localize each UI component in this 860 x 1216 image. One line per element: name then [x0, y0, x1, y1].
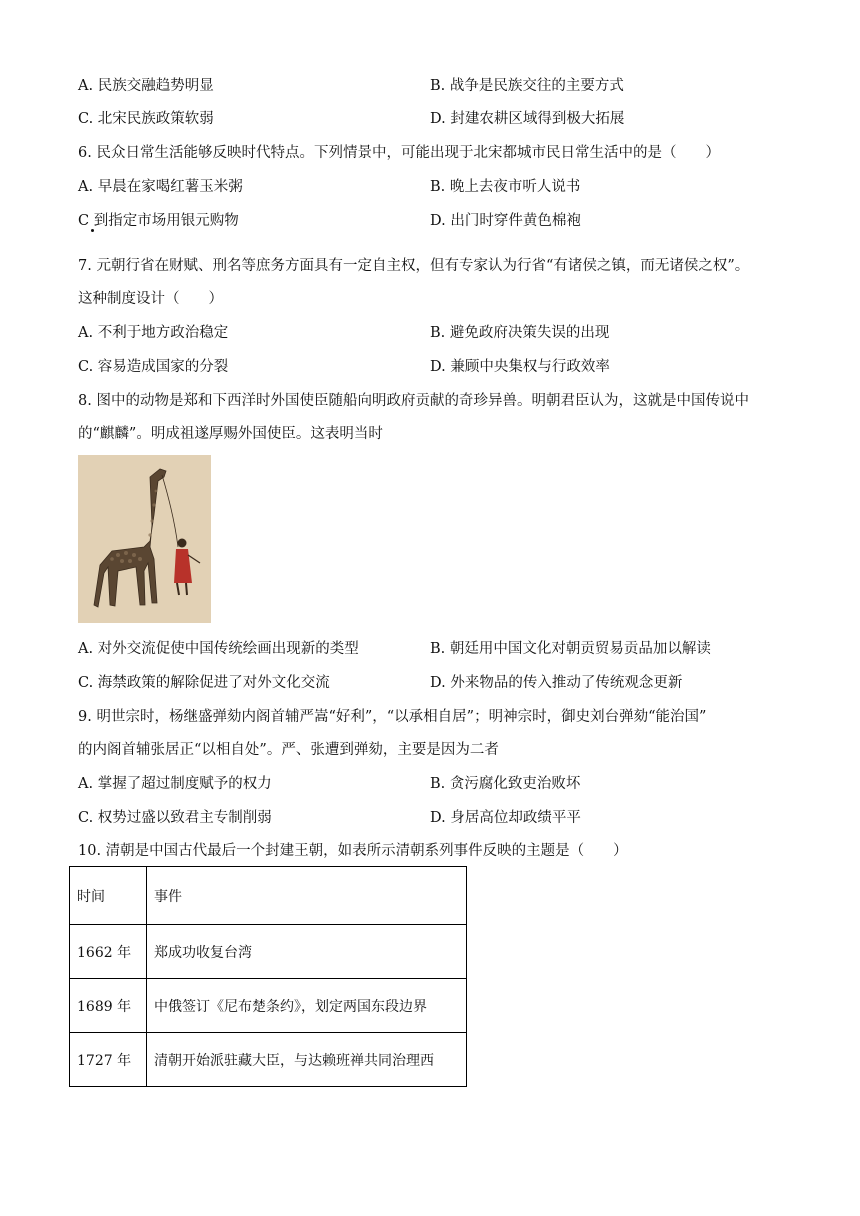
- q7-stem-line2: 这种制度设计（ ）: [78, 291, 223, 307]
- q7-option-a: A. 不利于地方政治稳定: [78, 325, 229, 341]
- table-header-event: 事件: [147, 867, 467, 925]
- table-cell-event: 清朝开始派驻藏大臣，与达赖班禅共同治理西: [147, 1033, 467, 1087]
- table-row: [70, 925, 467, 979]
- q7-option-d: D. 兼顾中央集权与行政效率: [430, 359, 610, 375]
- giraffe-painting: [78, 455, 211, 623]
- q8-option-a: A. 对外交流促使中国传统绘画出现新的类型: [78, 641, 359, 657]
- q9-option-d: D. 身居高位却政绩平平: [430, 810, 581, 826]
- q10-stem: 10. 清朝是中国古代最后一个封建王朝，如表所示清朝系列事件反映的主题是（ ）: [78, 843, 628, 859]
- table-cell-event: 中俄签订《尼布楚条约》，划定两国东段边界: [147, 979, 467, 1033]
- q6-option-d: D. 出门时穿件黄色棉袍: [430, 213, 581, 229]
- q6-option-a: A. 早晨在家喝红薯玉米粥: [78, 179, 243, 195]
- q9-option-a: A. 掌握了超过制度赋予的权力: [78, 776, 272, 792]
- q8-option-b: B. 朝廷用中国文化对朝贡贸易贡品加以解读: [430, 641, 711, 657]
- q9-stem-line2: 的内阁首辅张居正“以相自处”。严、张遭到弹劾，主要是因为二者: [78, 742, 499, 758]
- q5-option-a: A. 民族交融趋势明显: [78, 78, 214, 94]
- q9-option-b: B. 贪污腐化致吏治败坏: [430, 776, 581, 792]
- q5-option-d: D. 封建农耕区域得到极大拓展: [430, 111, 625, 127]
- q7-option-b: B. 避免政府决策失误的出现: [430, 325, 610, 341]
- table-cell-event: 郑成功收复台湾: [147, 925, 467, 979]
- giraffe-illustration: [78, 455, 211, 623]
- table-cell-time: 1727 年: [70, 1033, 147, 1087]
- q6-option-c: C 到指定市场用银元购物: [78, 213, 239, 229]
- table-cell-time: 1662 年: [70, 925, 147, 979]
- events-table: [69, 866, 467, 1087]
- stray-dot: [91, 229, 94, 232]
- q8-stem-line2: 的“麒麟”。明成祖遂厚赐外国使臣。这表明当时: [78, 426, 383, 442]
- table-header-row: [70, 867, 467, 925]
- q5-option-c: C. 北宋民族政策软弱: [78, 111, 214, 127]
- q6-stem: 6. 民众日常生活能够反映时代特点。下列情景中，可能出现于北宋都城市民日常生活中的是（ ）: [78, 145, 720, 161]
- q9-option-c: C. 权势过盛以致君主专制削弱: [78, 810, 272, 826]
- table-cell-time: 1689 年: [70, 979, 147, 1033]
- q8-stem-line1: 8. 图中的动物是郑和下西洋时外国使臣随船向明政府贡献的奇珍异兽。明朝君臣认为，这就是中国传说中: [78, 393, 749, 409]
- q9-stem-line1: 9. 明世宗时，杨继盛弹劾内阁首辅严嵩“好利”，“以承相自居”；明神宗时，御史刘台弹劾“能治国”: [78, 709, 707, 725]
- q5-option-b: B. 战争是民族交往的主要方式: [430, 78, 624, 94]
- table-row: [70, 1033, 467, 1087]
- table-row: [70, 979, 467, 1033]
- table-header-time: 时间: [70, 867, 147, 925]
- q8-option-c: C. 海禁政策的解除促进了对外文化交流: [78, 675, 330, 691]
- q7-option-c: C. 容易造成国家的分裂: [78, 359, 229, 375]
- q8-option-d: D. 外来物品的传入推动了传统观念更新: [430, 675, 683, 691]
- q6-option-b: B. 晚上去夜市听人说书: [430, 179, 581, 195]
- q7-stem-line1: 7. 元朝行省在财赋、刑名等庶务方面具有一定自主权，但有专家认为行省“有诸侯之镇，而无诸侯之权”。: [78, 258, 750, 274]
